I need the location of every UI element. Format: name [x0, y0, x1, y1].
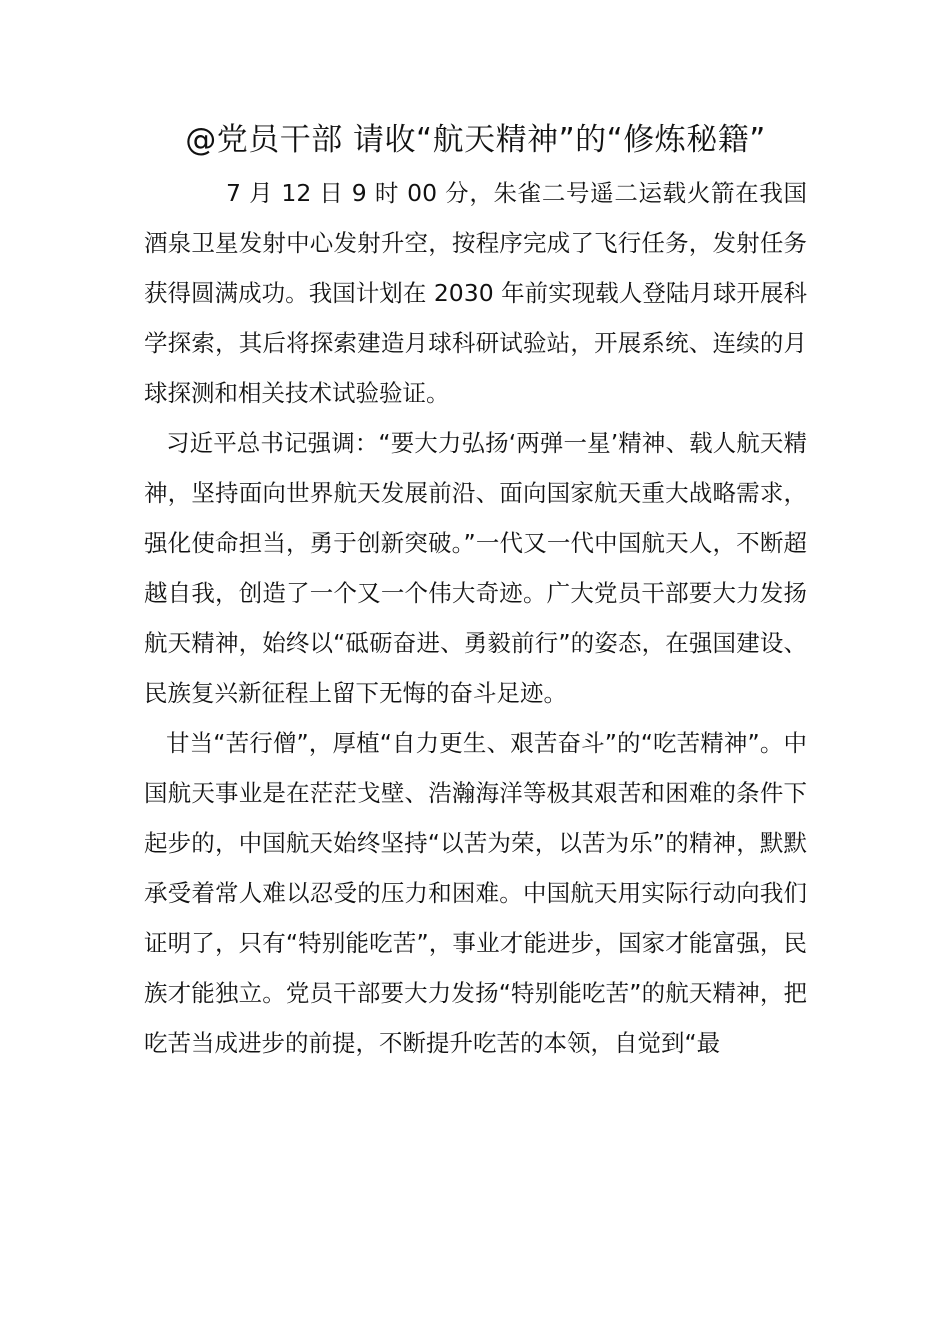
document-title: @党员干部 请收“航天精神”的“修炼秘籍”	[185, 122, 766, 158]
paragraph-launch-news: 7 月 12 日 9 时 00 分，朱雀二号遥二运载火箭在我国酒泉卫星发射中心发射升空，按程序完成了飞行任务，发射任务获得圆满成功。我国计划在 2030 年前实现载人登陆月球开展科学探索，其后将探索建造月球科研试验站，开展系统、连续的月球探测和相关技术试验验证。	[144, 179, 807, 407]
paragraph-hardship-spirit: 甘当“苦行僧”，厚植“自力更生、艰苦奋斗”的“吃苦精神”。中国航天事业是在茫茫戈壁、浩瀚海洋等极其艰苦和困难的条件下起步的，中国航天始终坚持“以苦为荣，以苦为乐”的精神，默默承受着常人难以忍受的压力和困难。中国航天用实际行动向我们证明了，只有“特别能吃苦”，事业才能进步，国家才能富强，民族才能独立。党员干部要大力发扬“特别能吃苦”的航天精神，把吃苦当成进步的前提，不断提升吃苦的本领，自觉到“最	[144, 729, 807, 1057]
document-page	[144, 118, 807, 1068]
paragraph-xi-quote: 习近平总书记强调：“要大力弘扬‘两弹一星’精神、载人航天精神，坚持面向世界航天发展前沿、面向国家航天重大战略需求，强化使命担当，勇于创新突破。”一代又一代中国航天人，不断超越自我，创造了一个又一个伟大奇迹。广大党员干部要大力发扬航天精神，始终以“砥砺奋进、勇毅前行”的姿态，在强国建设、民族复兴新征程上留下无悔的奋斗足迹。	[144, 429, 807, 707]
